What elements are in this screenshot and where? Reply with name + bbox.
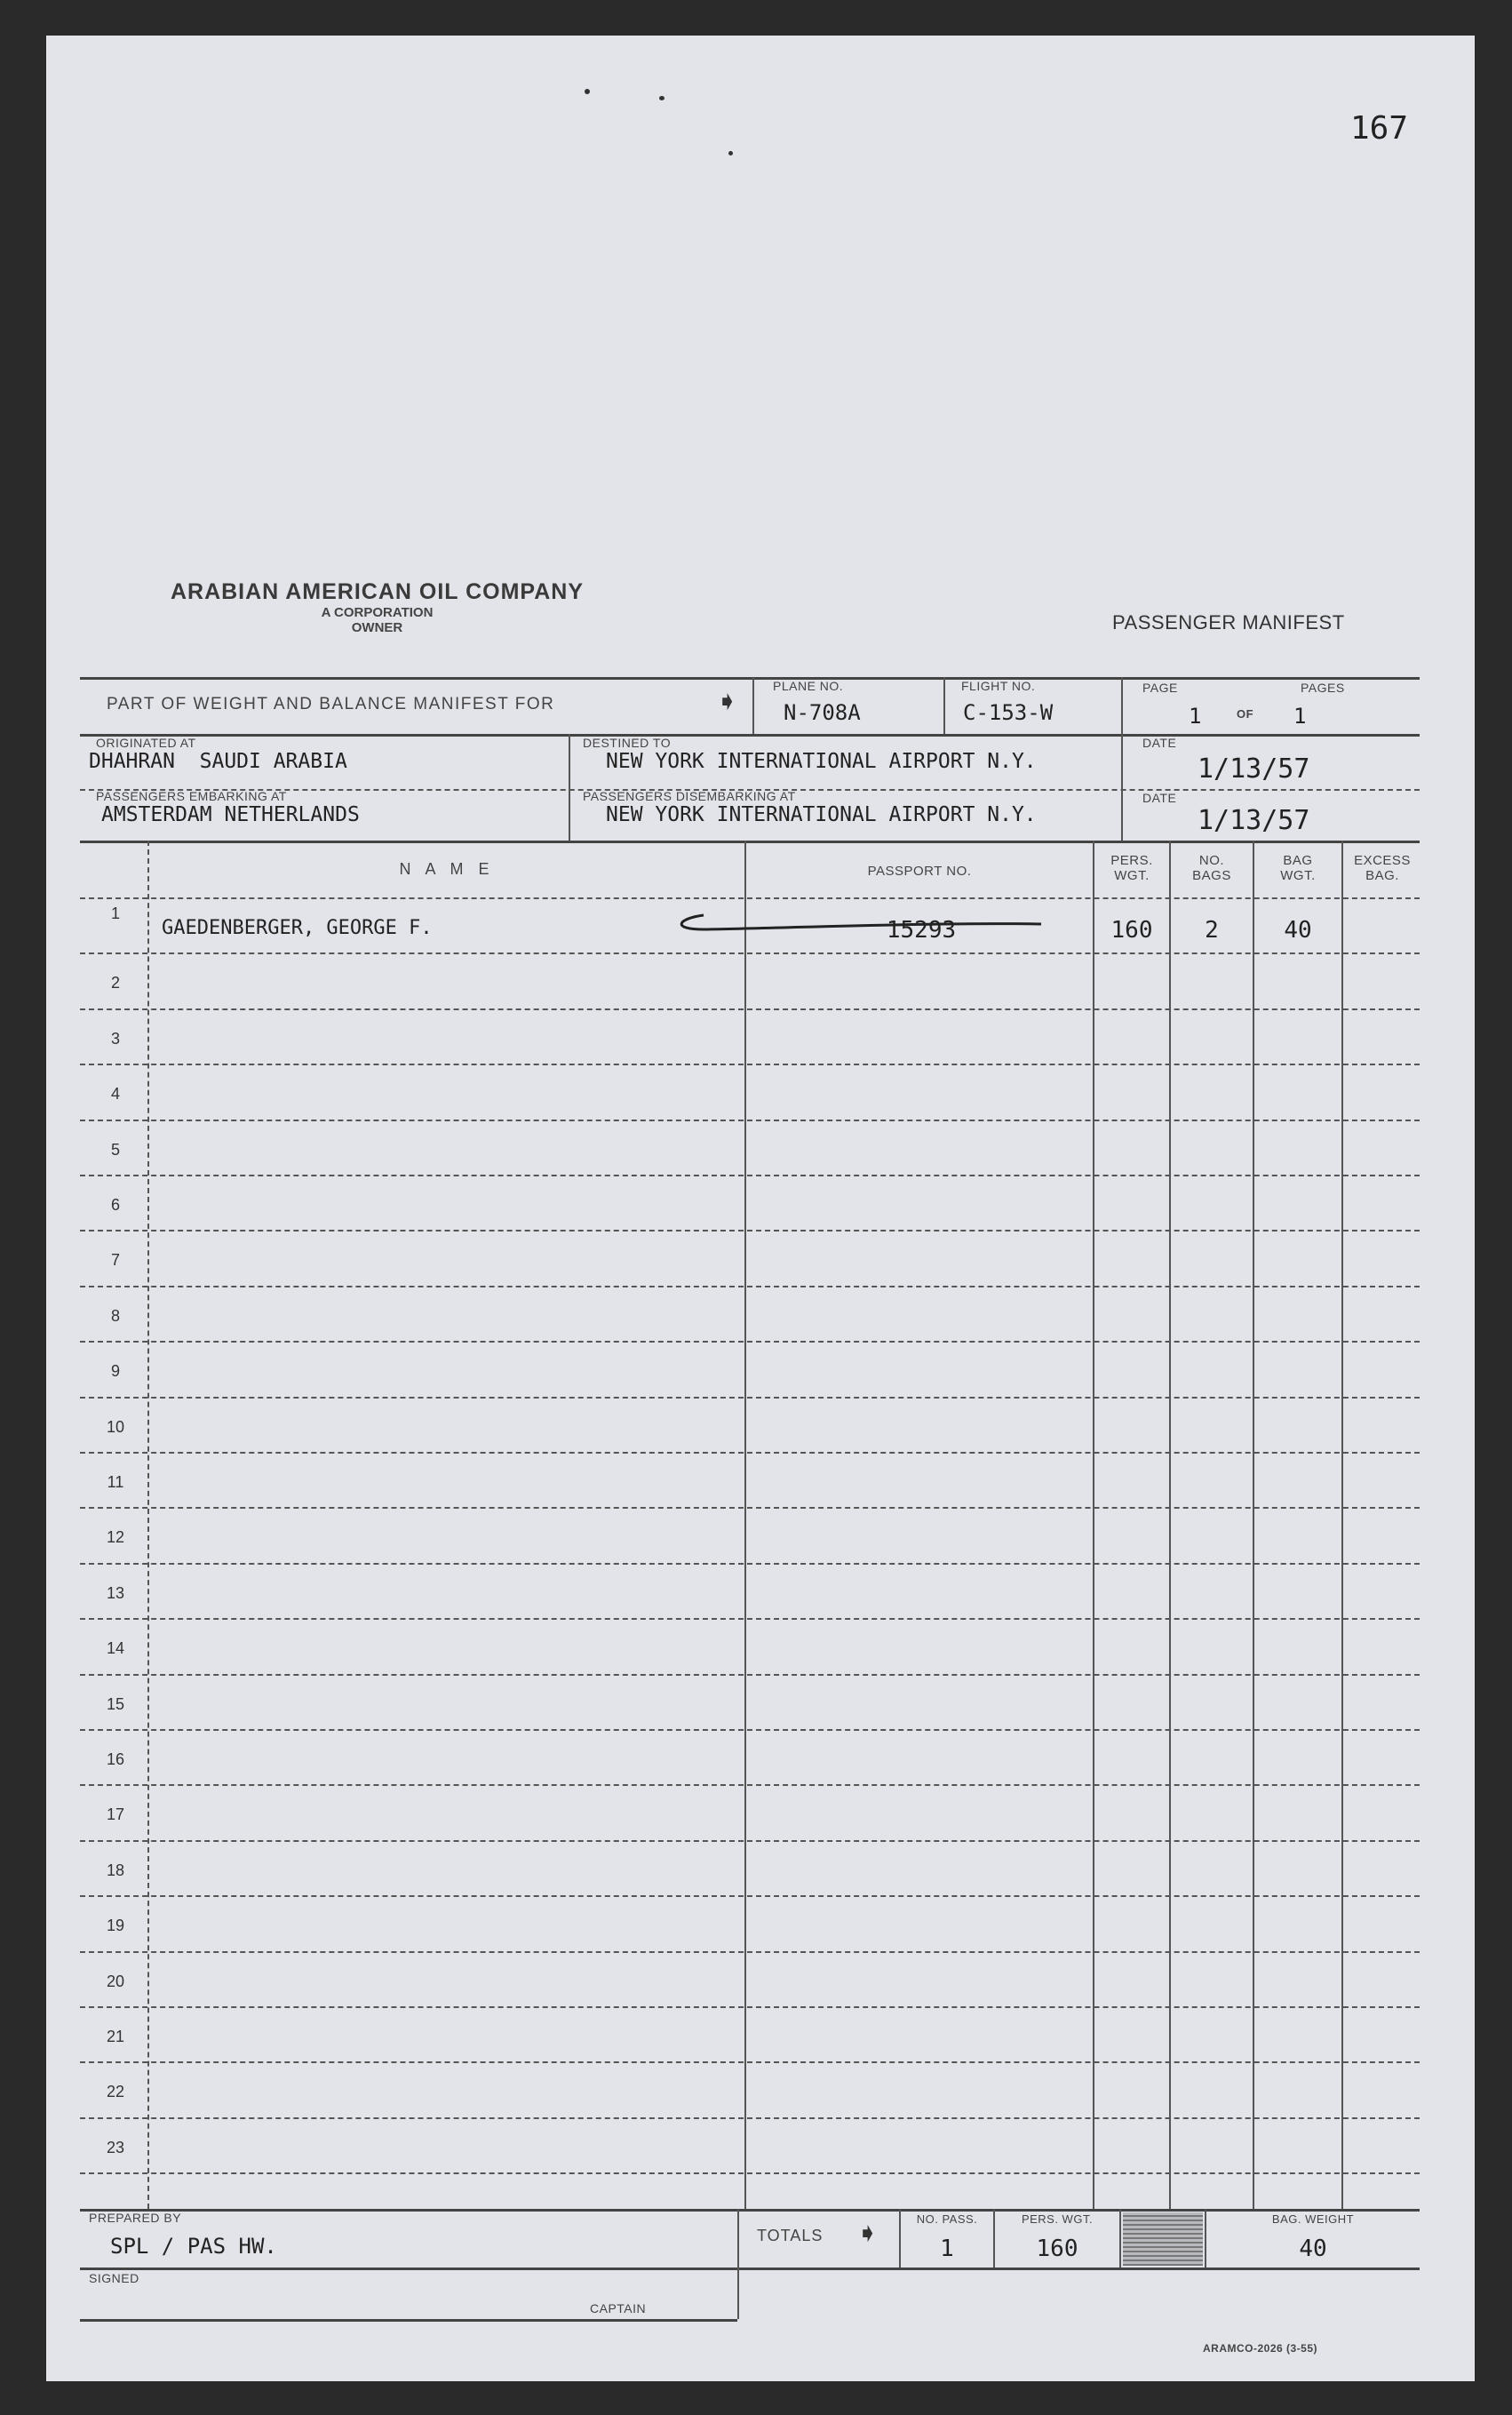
rule bbox=[80, 677, 1420, 680]
no-bags: 2 bbox=[1205, 917, 1219, 944]
col-pers-wgt-line1: PERS. bbox=[1110, 853, 1153, 868]
date-label-2: DATE bbox=[1142, 791, 1177, 805]
table-row bbox=[46, 1120, 1475, 1175]
table-row bbox=[46, 952, 1475, 1008]
plane-no-label: PLANE NO. bbox=[773, 679, 844, 693]
embark-label: PASSENGERS EMBARKING AT bbox=[96, 789, 287, 803]
captain-label: CAPTAIN bbox=[590, 2301, 647, 2315]
col-name-header: N A M E bbox=[399, 860, 495, 878]
col-passport-header: PASSPORT NO. bbox=[867, 864, 972, 879]
table-row bbox=[46, 1784, 1475, 1839]
embark-value: AMSTERDAM NETHERLANDS bbox=[101, 803, 360, 826]
row-number: 22 bbox=[106, 2083, 125, 2101]
col-excess-header bbox=[1343, 853, 1421, 883]
col-pers-wgt-line2: WGT. bbox=[1114, 868, 1150, 883]
row-number: 23 bbox=[106, 2138, 125, 2156]
pers-wgt-total-label: PERS. WGT. bbox=[1021, 2212, 1094, 2226]
table-row bbox=[46, 1729, 1475, 1784]
table-row bbox=[46, 1563, 1475, 1618]
table-row bbox=[46, 1840, 1475, 1895]
destined-value: NEW YORK INTERNATIONAL AIRPORT N.Y. bbox=[606, 750, 1037, 773]
company-block bbox=[46, 579, 708, 635]
page-label: PAGE bbox=[1142, 681, 1178, 695]
rule bbox=[1121, 677, 1123, 841]
row-number: 21 bbox=[106, 2028, 125, 2045]
arrow-right-icon: ➧ bbox=[856, 2219, 879, 2248]
row-number: 8 bbox=[110, 1306, 120, 1325]
plane-no-value: N-708A bbox=[784, 700, 861, 725]
of-label: OF bbox=[1237, 707, 1254, 721]
totals-label: TOTALS bbox=[757, 2227, 824, 2244]
originated-value: DHAHRAN SAUDI ARABIA bbox=[89, 750, 347, 773]
table-row bbox=[46, 1397, 1475, 1452]
rule bbox=[943, 677, 945, 734]
row-number: 6 bbox=[110, 1196, 120, 1214]
col-bag-wgt-line1: BAG bbox=[1283, 853, 1313, 868]
prepared-label: PREPARED BY bbox=[89, 2211, 182, 2225]
row-number: 2 bbox=[110, 974, 120, 992]
check-mark-stroke bbox=[668, 910, 1050, 954]
originated-label: ORIGINATED AT bbox=[96, 736, 196, 750]
table-row bbox=[46, 1951, 1475, 2006]
rule bbox=[752, 677, 754, 734]
manifest-page bbox=[46, 36, 1475, 2381]
no-pass-label: NO. PASS. bbox=[916, 2212, 978, 2226]
bag-weight-label: BAG. WEIGHT bbox=[1271, 2212, 1355, 2226]
row-number: 9 bbox=[110, 1362, 120, 1381]
pages-value: 1 bbox=[1293, 704, 1307, 729]
table-row bbox=[46, 1452, 1475, 1507]
bag-weight-value: 40 bbox=[1299, 2236, 1327, 2262]
table-row bbox=[46, 1008, 1475, 1064]
rule bbox=[80, 734, 1420, 737]
company-name: ARABIAN AMERICAN OIL COMPANY bbox=[170, 579, 585, 604]
company-line2: A CORPORATION bbox=[321, 605, 434, 620]
table-row bbox=[46, 1064, 1475, 1119]
row-number: 14 bbox=[106, 1639, 125, 1658]
pers-wgt: 160 bbox=[1110, 917, 1153, 944]
date-label-1: DATE bbox=[1142, 736, 1177, 750]
ink-speck bbox=[728, 151, 733, 155]
no-pass-value: 1 bbox=[940, 2236, 954, 2262]
col-excess-line1: EXCESS bbox=[1354, 853, 1411, 868]
table-row bbox=[46, 1175, 1475, 1230]
col-pers-wgt-header bbox=[1094, 853, 1169, 883]
row-number: 4 bbox=[110, 1085, 120, 1104]
row-number: 1 bbox=[110, 905, 120, 922]
col-bag-wgt-line2: WGT. bbox=[1280, 868, 1316, 883]
rule bbox=[80, 2268, 1420, 2270]
pages-label: PAGES bbox=[1301, 681, 1345, 695]
passenger-name: GAEDENBERGER, GEORGE F. bbox=[162, 917, 433, 939]
row-number: 10 bbox=[106, 1417, 125, 1436]
row-number: 5 bbox=[110, 1140, 120, 1159]
date-value-1: 1/13/57 bbox=[1198, 753, 1310, 785]
table-row bbox=[46, 1507, 1475, 1562]
table-row bbox=[46, 2117, 1475, 2172]
table-row bbox=[46, 1618, 1475, 1673]
page-number: 167 bbox=[1350, 110, 1409, 147]
col-no-bags-line1: NO. bbox=[1198, 853, 1225, 868]
rule bbox=[80, 2209, 1420, 2212]
rule bbox=[80, 841, 1420, 843]
table-row bbox=[46, 1674, 1475, 1729]
signed-label: SIGNED bbox=[89, 2271, 139, 2285]
row-number: 20 bbox=[106, 1972, 125, 1990]
disembark-label: PASSENGERS DISEMBARKING AT bbox=[583, 789, 796, 803]
col-excess-line2: BAG. bbox=[1365, 868, 1399, 883]
rule bbox=[569, 734, 570, 841]
row-number: 7 bbox=[110, 1251, 120, 1270]
date-value-2: 1/13/57 bbox=[1198, 805, 1310, 836]
form-title: PASSENGER MANIFEST bbox=[1112, 611, 1345, 634]
flight-no-value: C-153-W bbox=[963, 700, 1054, 725]
row-number: 11 bbox=[107, 1473, 124, 1491]
form-code: ARAMCO-2026 (3-55) bbox=[1203, 2342, 1318, 2355]
part-of-label: PART OF WEIGHT AND BALANCE MANIFEST FOR bbox=[107, 695, 555, 713]
row-number: 13 bbox=[106, 1583, 125, 1602]
col-no-bags-line2: BAGS bbox=[1192, 868, 1231, 883]
row-number: 16 bbox=[106, 1750, 125, 1768]
col-bag-wgt-header bbox=[1254, 853, 1341, 883]
pers-wgt-total-value: 160 bbox=[1036, 2236, 1078, 2262]
col-no-bags-header bbox=[1171, 853, 1253, 883]
ink-speck bbox=[659, 96, 664, 100]
row-number: 17 bbox=[106, 1805, 125, 1824]
ink-speck bbox=[585, 89, 590, 94]
rule bbox=[80, 2319, 737, 2322]
bag-wgt: 40 bbox=[1284, 917, 1312, 944]
passport-no: 15293 bbox=[886, 917, 957, 944]
row-number: 15 bbox=[106, 1694, 125, 1713]
row-number: 12 bbox=[106, 1528, 125, 1547]
company-line3: OWNER bbox=[351, 620, 403, 635]
table-row bbox=[46, 1341, 1475, 1396]
flight-no-label: FLIGHT NO. bbox=[961, 679, 1036, 693]
table-row bbox=[46, 1286, 1475, 1341]
shaded-cell bbox=[1123, 2212, 1203, 2266]
destined-label: DESTINED TO bbox=[583, 736, 672, 750]
row-number: 19 bbox=[106, 1917, 125, 1935]
page-value: 1 bbox=[1189, 704, 1202, 729]
table-row bbox=[46, 2006, 1475, 2061]
disembark-value: NEW YORK INTERNATIONAL AIRPORT N.Y. bbox=[606, 803, 1037, 826]
table-row bbox=[46, 1895, 1475, 1950]
row-number: 18 bbox=[106, 1861, 125, 1879]
table-row bbox=[46, 1230, 1475, 1285]
prepared-value: SPL / PAS HW. bbox=[110, 2234, 277, 2259]
row-number: 3 bbox=[110, 1029, 120, 1048]
rule bbox=[80, 2172, 1420, 2174]
table-row bbox=[46, 2061, 1475, 2116]
rule bbox=[1119, 2209, 1121, 2268]
arrow-right-icon: ➧ bbox=[716, 687, 739, 716]
rule bbox=[737, 2209, 739, 2319]
